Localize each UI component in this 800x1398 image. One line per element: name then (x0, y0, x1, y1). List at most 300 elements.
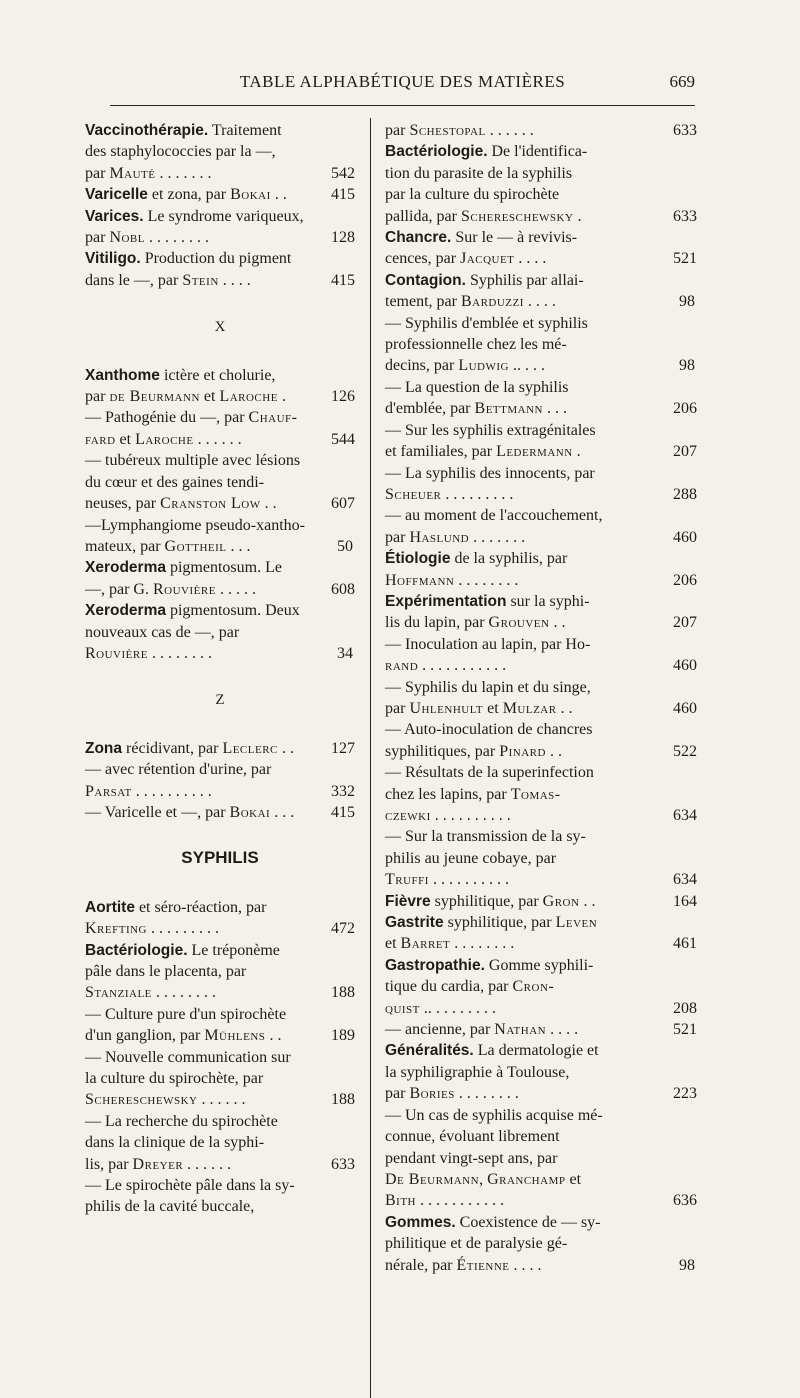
index-entry (85, 1047, 355, 1111)
entry-line (385, 655, 697, 676)
entry-text: syphilitiques, par (385, 742, 500, 760)
entry-line (85, 1175, 355, 1196)
column-divider (370, 118, 371, 1398)
entry-line (85, 450, 355, 471)
entry-line (85, 386, 355, 407)
author-name: Schereschewsky (85, 1091, 198, 1109)
entry-text: professionnelle chez les mé- (385, 336, 567, 354)
entry-text: sur la syphi- (506, 592, 590, 610)
entry-text: Traitement (208, 122, 282, 139)
entry-headword: Varices. (85, 207, 144, 225)
leader-dots: .. . . . (508, 357, 545, 375)
entry-line (385, 1212, 697, 1233)
entry-text: la culture du spirochète, par (85, 1070, 264, 1088)
entry-line (385, 741, 697, 762)
entry-line (85, 141, 355, 162)
entry-line (385, 677, 697, 698)
entry-line (85, 600, 355, 621)
entry-text: pigmentosum. Deux (165, 602, 300, 620)
entry-text: cences, par (385, 250, 461, 268)
author-name: Barduzzi (460, 293, 524, 311)
leader-dots: . . . . . . . . . . (428, 871, 509, 889)
author-name: Nathan (494, 1021, 547, 1039)
entry-line (385, 206, 697, 227)
author-name: Ledermann (496, 443, 573, 461)
index-entry (385, 505, 697, 548)
entry-headword: Bactériologie. (385, 143, 488, 161)
author-name: Bith (385, 1192, 416, 1210)
entry-line (85, 270, 355, 291)
index-entry (85, 759, 355, 802)
entry-line (85, 1004, 355, 1025)
index-entry (385, 677, 697, 720)
page-reference: 633 (673, 122, 697, 139)
page-reference: 633 (331, 1155, 355, 1173)
entry-text: d'emblée, par (385, 400, 475, 418)
entry-text: philis de la cavité buccale, (85, 1198, 255, 1216)
entry-text: Le syndrome variqueux, (143, 207, 304, 225)
index-entry (385, 1040, 697, 1104)
entry-line (85, 1068, 355, 1089)
entry-text: tion du parasite de la syphilis (385, 164, 573, 182)
entry-text: et zona, par (147, 186, 231, 204)
index-entry (85, 184, 355, 205)
entry-text: — Un cas de syphilis acquise mé- (385, 1106, 603, 1124)
page-reference: 472 (331, 920, 355, 938)
entry-line (385, 548, 697, 569)
entry-text: connue, évoluant librement (385, 1128, 560, 1146)
page-reference: 608 (331, 580, 355, 598)
page-reference: 461 (673, 935, 697, 953)
page-reference: 223 (673, 1085, 697, 1103)
entry-line: Rouvière . . . . . . . . 34 (85, 644, 353, 662)
page-reference: 415 (331, 271, 355, 289)
entry-line (385, 719, 697, 740)
entry-line (385, 591, 697, 612)
index-entry (385, 1212, 697, 1276)
entry-text: par (85, 388, 110, 406)
entry-text: Gomme syphili- (484, 956, 594, 974)
entry-text: — Inoculation au lapin, par Ho- (385, 635, 591, 653)
leader-dots: . . . . . . . . (454, 1085, 519, 1103)
entry-line (85, 1025, 355, 1046)
author-name: Barret (400, 935, 451, 953)
entry-text: — tubéreux multiple avec lésions (85, 452, 301, 470)
entry-text: philis au jeune cobaye, par (385, 849, 557, 867)
author-name: quist (385, 999, 420, 1017)
page-reference: 521 (673, 250, 697, 268)
author-name: Laroche (219, 388, 278, 406)
entry-text: chez les lapins, par (385, 785, 511, 803)
page-reference: 522 (673, 742, 697, 760)
section-letter: Z (215, 692, 225, 709)
index-entry (85, 206, 355, 249)
entry-line (385, 976, 697, 997)
entry-line (385, 441, 697, 462)
entry-text: De l'identifica- (487, 143, 588, 161)
entry-line (385, 270, 697, 291)
entry-text: et séro-réaction, par (134, 898, 267, 916)
entry-text: — au moment de l'accouchement, (385, 507, 603, 525)
entry-line (385, 120, 697, 141)
entry-headword: Généralités. (385, 1042, 474, 1060)
author-name: Bettmann (474, 400, 543, 418)
index-entry (85, 1111, 355, 1175)
entry-headword: Gastrite (385, 914, 444, 932)
entry-headword: Gommes. (385, 1213, 456, 1231)
entry-text: par (85, 229, 110, 247)
author-name: Krefting (85, 920, 147, 938)
entry-text: — Résultats de la superinfection (385, 764, 594, 782)
entry-text: par (385, 1085, 410, 1103)
leader-dots: . . . . . . . (469, 528, 526, 546)
leader-dots: . . (265, 1027, 282, 1045)
author-name: Schestopal (409, 122, 486, 139)
index-entry (385, 1019, 697, 1040)
author-name: Jacquet (460, 250, 515, 268)
entry-line (385, 248, 697, 269)
entry-text: — Syphilis d'emblée et syphilis (385, 314, 588, 332)
index-entry (385, 463, 697, 506)
entry-text: — Sur les syphilis extragénitales (385, 421, 596, 439)
entry-text: dans le —, par (85, 271, 183, 289)
index-entry (85, 365, 355, 408)
leader-dots: .. . . . . . . . . (419, 999, 496, 1017)
entry-text: lis du lapin, par (385, 614, 489, 632)
entry-text: — Nouvelle communication sur (85, 1048, 291, 1066)
entry-text: et (199, 388, 220, 406)
author-name: Gron (542, 892, 580, 910)
entry-line (385, 891, 697, 912)
index-entry (85, 897, 355, 940)
leader-dots: . . . . (514, 250, 547, 268)
entry-headword: Contagion. (385, 271, 466, 289)
entry-line (385, 570, 697, 591)
leader-dots: . (572, 443, 581, 461)
entry-line (85, 248, 355, 269)
page-reference: 460 (673, 528, 697, 546)
page-reference: 288 (673, 485, 697, 503)
entry-text: et (115, 430, 136, 448)
entry-text: — La syphilis des innocents, par (385, 464, 595, 482)
page-reference: 415 (331, 186, 355, 204)
index-entry (85, 738, 355, 759)
page-reference: 607 (331, 495, 355, 513)
author-name: Rouvière (152, 580, 216, 598)
entry-line (85, 897, 355, 918)
entry-line (85, 120, 355, 141)
leader-dots: . . . (270, 803, 295, 821)
entry-line (385, 1169, 697, 1190)
author-name: Nobl (109, 229, 145, 247)
index-entry (385, 591, 697, 634)
author-name: Leclerc (222, 739, 278, 757)
entry-text: tique du cardia, par (385, 978, 513, 996)
author-name: Tomas- (510, 785, 561, 803)
author-name: Mühlens (204, 1027, 266, 1045)
leader-dots: . . . . . . . . . (441, 485, 514, 503)
entry-text: —, par G. (85, 580, 153, 598)
entry-line (385, 933, 697, 954)
entry-line (85, 1089, 355, 1110)
entry-line (385, 527, 697, 548)
entry-headword: Varicelle (85, 186, 148, 204)
entry-text: de la syphilis, par (450, 550, 568, 568)
index-entry (385, 420, 697, 463)
entry-line (385, 1019, 697, 1040)
entry-line (385, 1062, 697, 1083)
entry-text: tement, par (385, 293, 461, 311)
entry-line (85, 759, 355, 780)
leader-dots: . . . . . . . . . . (131, 782, 212, 800)
entry-line (85, 407, 355, 428)
entry-text: par la culture du spirochète (385, 186, 560, 204)
entry-line (85, 227, 355, 248)
author-name: Chauf- (248, 409, 298, 427)
page-reference: 189 (331, 1027, 355, 1045)
entry-line (85, 738, 355, 759)
page-reference: 332 (331, 782, 355, 800)
entry-line (85, 493, 355, 514)
index-entry (385, 377, 697, 420)
entry-text: — Pathogénie du —, par (85, 409, 249, 427)
leader-dots: . . . . . . . . (145, 229, 209, 247)
author-name: Ludwig (458, 357, 509, 375)
leader-dots: . . (549, 614, 566, 632)
page-reference: 207 (673, 614, 697, 632)
entry-text: — Auto-inoculation de chancres (385, 721, 593, 739)
leader-dots: . . . . . . . . (147, 644, 212, 662)
entry-line (85, 1047, 355, 1068)
entry-headword: Chancre. (385, 229, 452, 247)
leader-dots: . . . . (218, 271, 251, 289)
entry-line: mateux, par Gottheil . . . 50 (85, 537, 353, 555)
entry-text: Sur le — à revivis- (451, 229, 578, 247)
entry-line (385, 762, 697, 783)
entry-line (385, 141, 697, 162)
leader-dots: . . (260, 495, 277, 513)
leader-dots: . (573, 207, 582, 225)
entry-text: Production du pigment (140, 250, 292, 268)
entry-text: , (479, 1170, 488, 1188)
entry-text: — Varicelle et —, par (85, 803, 230, 821)
index-entry (385, 719, 697, 762)
entry-text: —Lymphangiome pseudo-xantho- (85, 516, 305, 534)
author-name: Grouven (488, 614, 550, 632)
entry-line (85, 961, 355, 982)
leader-dots: . . . (226, 537, 251, 555)
entry-text: mateux, par (85, 537, 165, 555)
entry-line (385, 955, 697, 976)
entry-line (385, 184, 697, 205)
entry-line (85, 1132, 355, 1153)
page-reference: 542 (331, 164, 355, 182)
entry-line (85, 982, 355, 1003)
index-entry (85, 515, 355, 558)
leader-dots: . . . . . . . . (454, 571, 519, 589)
entry-line (85, 1196, 355, 1217)
entry-headword: Xeroderma (85, 602, 166, 620)
entry-text: — Culture pure d'un spirochète (85, 1005, 287, 1023)
index-entry (385, 313, 697, 377)
page-reference: 460 (673, 657, 697, 675)
entry-text: — Syphilis du lapin et du singe, (385, 678, 591, 696)
entry-line (385, 612, 697, 633)
entry-line (85, 184, 355, 205)
author-name: Dreyer (132, 1155, 184, 1173)
index-entry (385, 912, 697, 955)
entry-headword: Vaccinothérapie. (85, 122, 209, 139)
entry-text: — La question de la syphilis (385, 378, 569, 396)
author-name: Parsat (85, 782, 132, 800)
entry-text: ictère et cholurie, (159, 366, 276, 384)
leader-dots: . . (556, 699, 573, 717)
index-entry (385, 955, 697, 1019)
leader-dots: . . . . . . . . . . . (416, 1192, 504, 1210)
index-entry (85, 600, 355, 664)
entry-line (85, 365, 355, 386)
page-reference: 127 (331, 739, 355, 757)
author-name: Granchamp (487, 1170, 566, 1188)
author-name: Gottheil (164, 537, 227, 555)
entry-line (385, 377, 697, 398)
index-entry (85, 1175, 355, 1218)
entry-text: — ancienne, par (385, 1021, 495, 1039)
index-entry (385, 270, 697, 313)
index-entry (85, 557, 355, 600)
page-reference: 206 (673, 571, 697, 589)
index-entry (385, 634, 697, 677)
entry-line: decins, par Ludwig .. . . . 98 (385, 357, 695, 375)
entry-line (385, 163, 697, 184)
section-heading: SYPHILIS (181, 848, 259, 868)
page-reference: 126 (331, 388, 355, 406)
entry-headword: Bactériologie. (85, 941, 188, 959)
page-number: 669 (669, 72, 695, 91)
index-entry (385, 120, 697, 141)
left-column (85, 120, 355, 1218)
author-name: Leven (555, 914, 598, 932)
entry-line (385, 1083, 697, 1104)
page-reference: 415 (331, 803, 355, 821)
entry-text: par (85, 164, 110, 182)
entry-text: syphilitique, par (430, 892, 543, 910)
entry-line (85, 802, 355, 823)
index-entry (85, 1004, 355, 1047)
author-name: Laroche (135, 430, 194, 448)
entry-headword: Expérimentation (385, 592, 507, 610)
page-reference: 128 (331, 229, 355, 247)
entry-text: nouveaux cas de —, par (85, 623, 240, 641)
entry-line (385, 334, 697, 355)
entry-text: La dermatologie et (473, 1042, 599, 1060)
page-reference: 544 (331, 430, 355, 448)
entry-line (85, 429, 355, 450)
entry-line (385, 1148, 697, 1169)
index-entry (385, 762, 697, 826)
entry-text: — La recherche du spirochète (85, 1112, 278, 1130)
index-entry (385, 826, 697, 890)
index-entry (85, 120, 355, 184)
entry-text: des staphylococcies par la —, (85, 143, 276, 161)
leader-dots: . . . . . (215, 580, 256, 598)
entry-line (85, 163, 355, 184)
index-entry (85, 802, 355, 823)
leader-dots: . . . . . . . . . . . (418, 657, 507, 675)
entry-text: et familiales, par (385, 443, 497, 461)
author-name: Bories (409, 1085, 455, 1103)
index-entry (385, 141, 697, 227)
entry-line (385, 1126, 697, 1147)
page-reference: 207 (673, 443, 697, 461)
entry-text: — avec rétention d'urine, par (85, 761, 272, 779)
entry-text: decins, par (385, 357, 459, 375)
leader-dots: . . (277, 739, 294, 757)
author-name: czewki (385, 807, 431, 824)
entry-text: lis, par (85, 1155, 133, 1173)
page-reference: 633 (673, 207, 697, 225)
entry-line (385, 505, 697, 526)
page-header (110, 72, 695, 98)
entry-line: nérale, par Étienne . . . . 98 (385, 1256, 695, 1274)
entry-text: par (385, 699, 410, 717)
entry-line (85, 622, 355, 643)
author-name: Stanziale (85, 984, 152, 1002)
index-entry (85, 450, 355, 514)
page-reference: 188 (331, 1091, 355, 1109)
index-entry (385, 548, 697, 591)
entry-text: philitique et de paralysie gé- (385, 1235, 568, 1253)
entry-headword: Vitiligo. (85, 250, 141, 268)
page-reference: 164 (673, 892, 697, 910)
entry-line (385, 1190, 697, 1211)
leader-dots: . . . . . . . . (450, 935, 515, 953)
leader-dots: . . . . . . . . . (147, 920, 219, 938)
entry-text: par (385, 122, 410, 139)
entry-line (385, 869, 697, 890)
leader-dots: . . . . (523, 293, 556, 311)
index-entry (385, 891, 697, 912)
entry-line (385, 463, 697, 484)
leader-dots: . (277, 388, 286, 406)
entry-text: Le tréponème (187, 941, 280, 959)
entry-text: Coexistence de — sy- (455, 1213, 601, 1231)
entry-line (85, 515, 355, 536)
author-name: Mulzar (502, 699, 557, 717)
entry-line (85, 206, 355, 227)
leader-dots: . . . . (509, 1256, 542, 1274)
index-entry (385, 1105, 697, 1212)
entry-line (385, 826, 697, 847)
author-name: Schereschewsky (460, 207, 574, 225)
entry-line (385, 805, 697, 826)
entry-line (85, 1154, 355, 1175)
author-name: Scheuer (385, 485, 442, 503)
entry-text: pâle dans le placenta, par (85, 963, 247, 980)
author-name: Haslund (409, 528, 470, 546)
author-name: Hoffmann (385, 571, 455, 589)
entry-line (85, 940, 355, 961)
entry-headword: Xeroderma (85, 559, 166, 577)
entry-line (385, 634, 697, 655)
leader-dots: . . . . (546, 1021, 579, 1039)
author-name: Bokai (229, 803, 271, 821)
page-reference: 460 (673, 699, 697, 717)
header-rule (110, 105, 695, 106)
author-name: fard (85, 430, 116, 448)
entry-line (385, 998, 697, 1019)
entry-text: et (565, 1170, 582, 1188)
